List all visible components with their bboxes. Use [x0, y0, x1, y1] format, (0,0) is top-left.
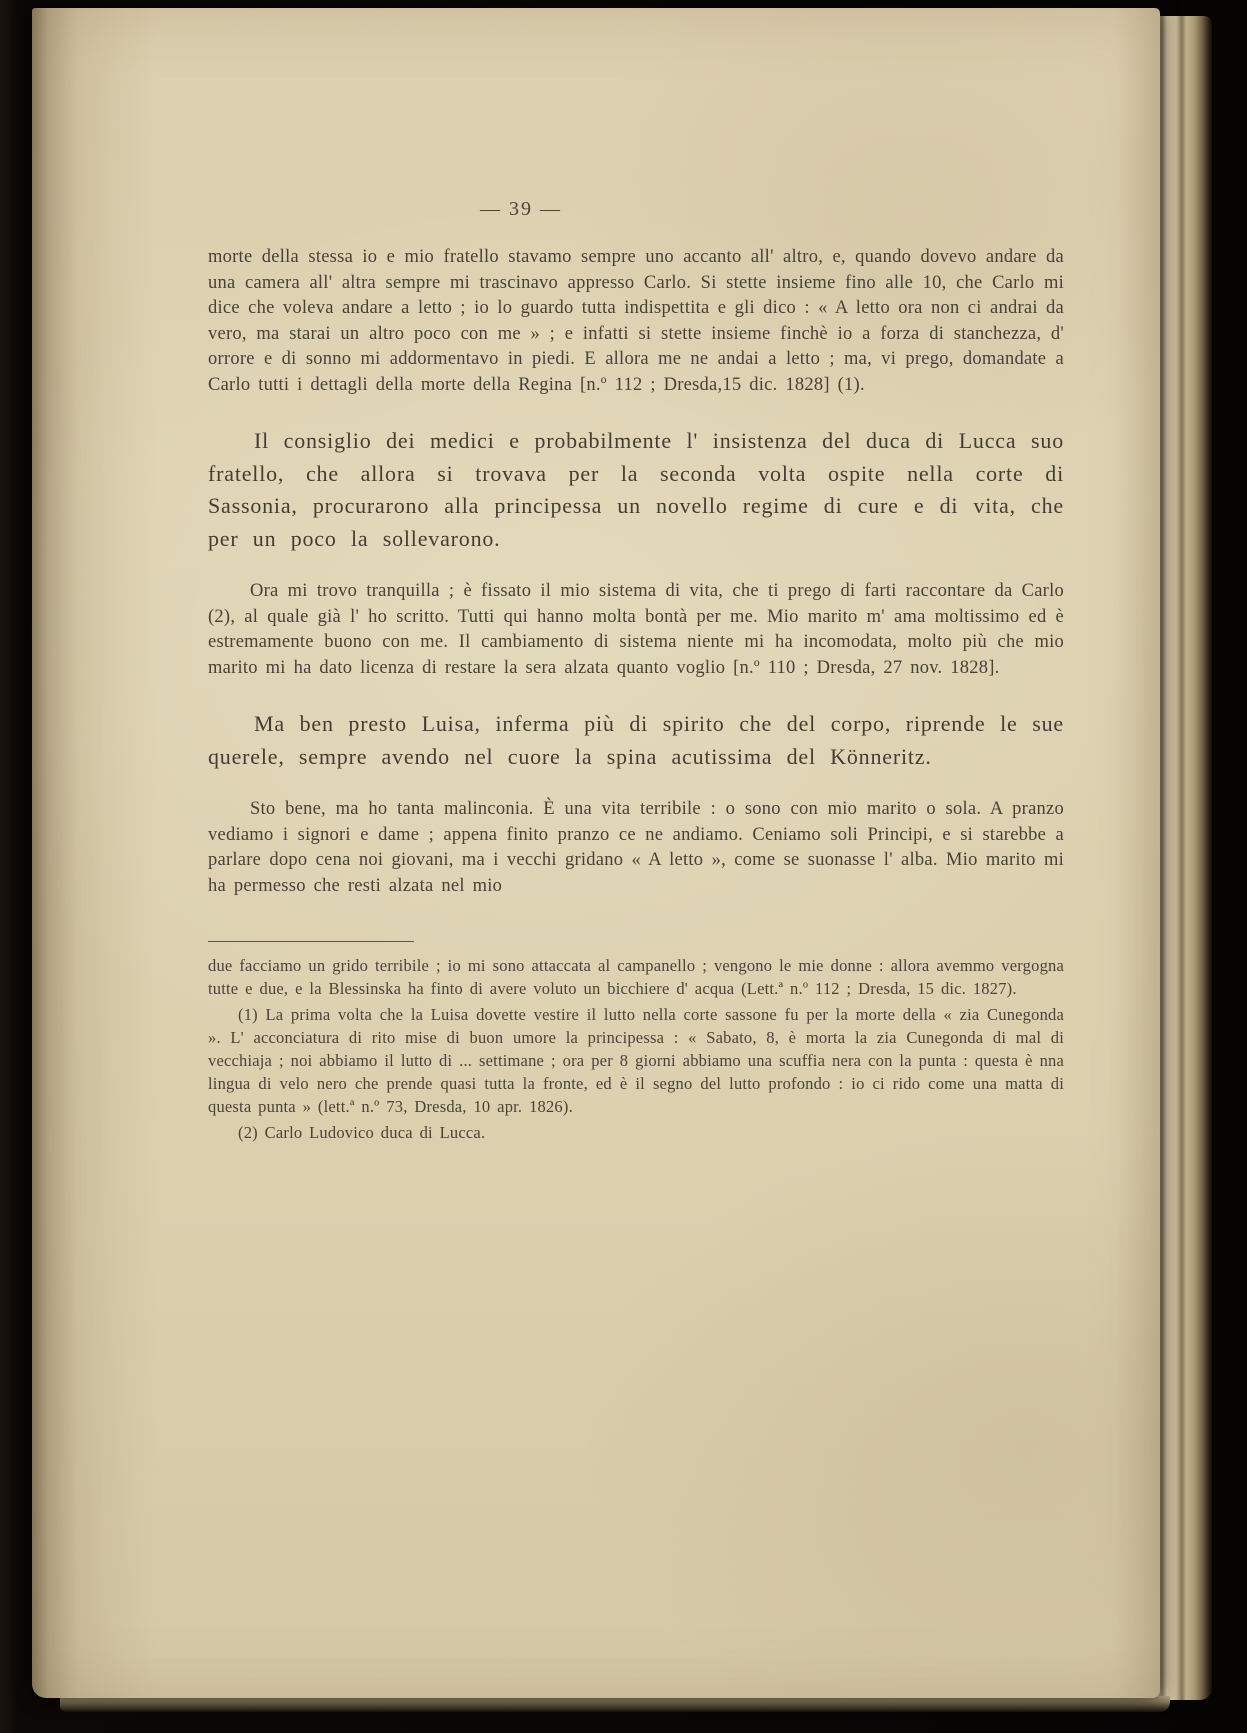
paragraph-narrative-1: Il consiglio dei medici e probabilmente l' insistenza del duca di Lucca suo fratello, che allora si trovava per la seconda volta ospite nella corte di Sassonia, procurarono alla principessa un novello regime di cure e di vita, che per un poco la sollevarono. [208, 428, 1064, 551]
footnote-2: (2) Carlo Ludovico duca di Lucca. [238, 1123, 486, 1142]
footnote-1: (1) La prima volta che la Luisa dovette vestire il lutto nella corte sassone fu per la morte della « zia Cunegonda ». L' acconciatura di rito mise di buon umore la principessa : « Sabato, 8, è morta la zia Cunegonda di mal di vecchiaja ; noi abbiamo il lutto di ... settimane ; ora per 8 giorni abbiamo una scuffia nera con la punta : questa è nna lingua di velo nero che prende quasi tutta la fronte, ed è il segno del lutto profondo : io ci rido come una matta di questa punta » (lett.ª n.º 73, Dresda, 10 apr. 1826). [208, 1005, 1064, 1116]
book-page [32, 8, 1160, 1698]
footnote-separator [208, 941, 414, 942]
page-text-block [208, 8, 1064, 1144]
footnotes-block [208, 954, 1064, 1144]
footnote-continuation: due facciamo un grido terribile ; io mi sono attaccata al campanello ; vengono le mie donne : allora avemmo vergogna tutte e due, e la Blessinska ha finto di avere voluto un bicchiere d' acqua (Lett.ª n.º 112 ; Dresda, 15 dic. 1827). [208, 956, 1064, 998]
paragraph-letter-continuation: morte della stessa io e mio fratello stavamo sempre uno accanto all' altro, e, quando dovevo andare da una camera all' altra sempre mi trascinavo appresso Carlo. Si stette insieme fino alle 10, che Carlo mi dice che voleva andare a letto ; io lo guardo tutta indispettita e gli dico : « A letto ora non ci andrai da vero, ma starai un altro poco con me » ; e infatti si stette insieme finchè io a forza di stanchezza, d' orrore e di sonno mi addormentavo in piedi. E allora me ne andai a letto ; ma, vi prego, domandate a Carlo tutti i dettagli della morte della Regina [n.º 112 ; Dresda,15 dic. 1828] (1). [208, 247, 1064, 395]
page-number: — 39 — [480, 198, 562, 220]
paragraph-letter-2: Ora mi trovo tranquilla ; è fissato il mio sistema di vita, che ti prego di farti raccontare da Carlo (2), al quale già l' ho scritto. Tutti qui hanno molta bontà per me. Mio marito m' ama moltissimo ed è estremamente buono con me. Il cambiamento di sistema niente mi ha incomodata, molto più che mio marito mi ha dato licenza di restare la sera alzata quanto voglio [n.º 110 ; Dresda, 27 nov. 1828]. [208, 581, 1064, 678]
page-bottom-edge [60, 1696, 1170, 1712]
paragraph-narrative-2: Ma ben presto Luisa, inferma più di spirito che del corpo, riprende le sue querele, sempre avendo nel cuore la spina acutissima del Könneritz. [208, 711, 1064, 769]
paragraph-letter-3: Sto bene, ma ho tanta malinconia. È una vita terribile : o sono con mio marito o sola. A pranzo vediamo i signori e dame ; appena finito pranzo ce ne andiamo. Ceniamo soli Principi, e si starebbe a parlare dopo cena noi giovani, ma i vecchi gridano « A letto », come se suonasse l' alba. Mio marito mi ha permesso che resti alzata nel mio [208, 799, 1064, 896]
